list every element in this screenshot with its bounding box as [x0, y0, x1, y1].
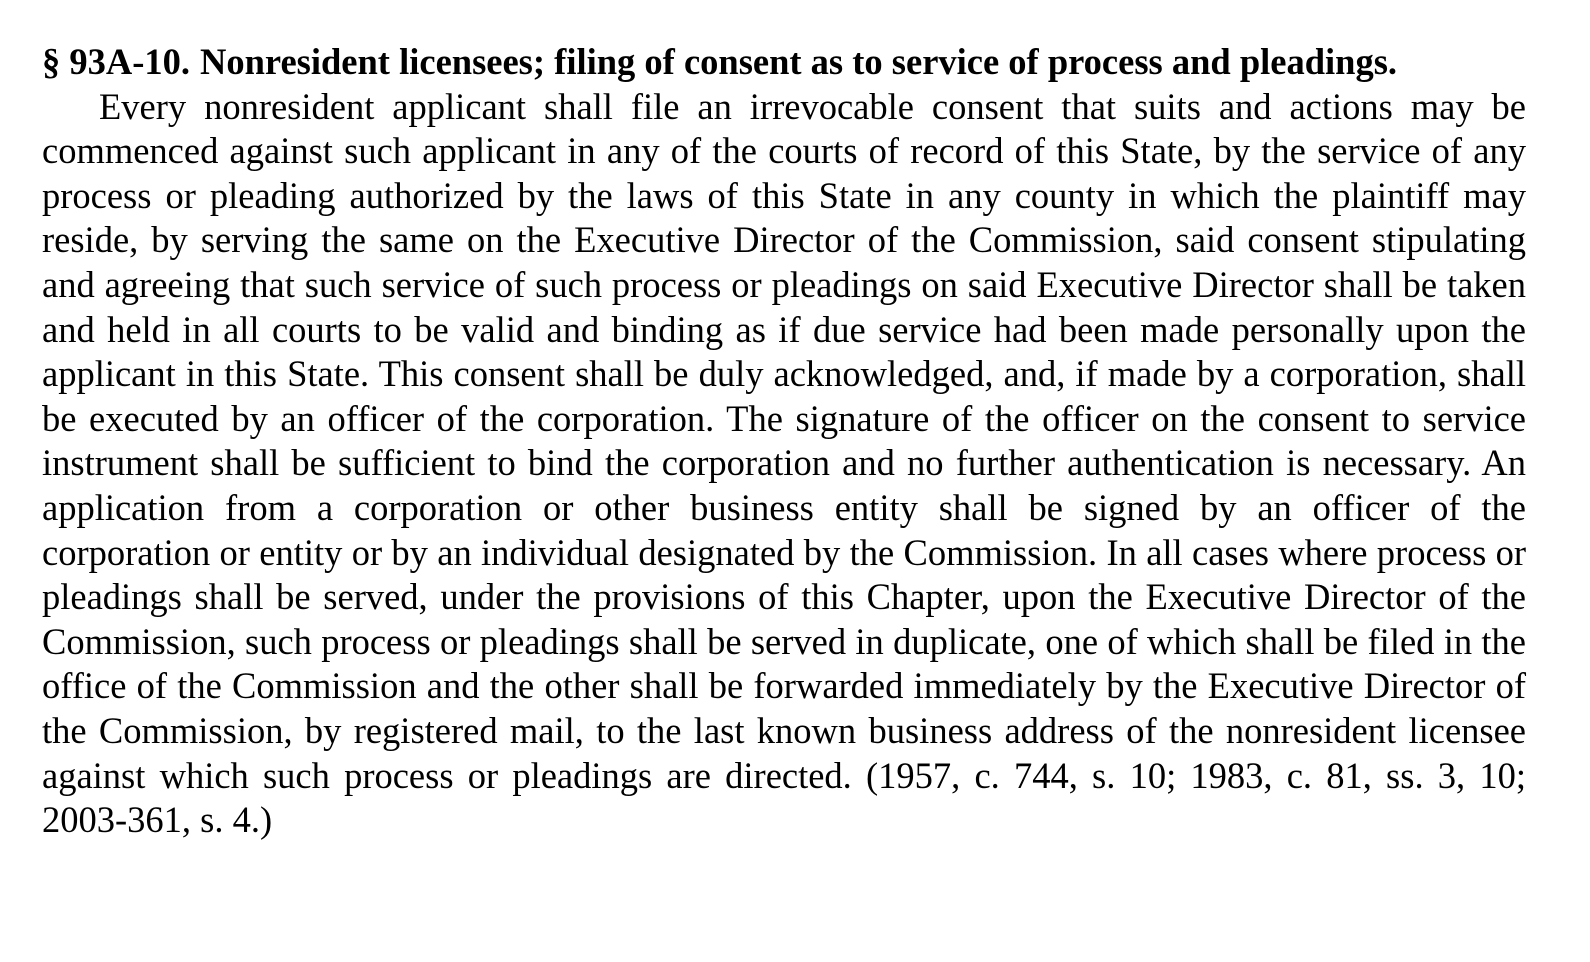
section-heading [42, 40, 1526, 85]
statute-document [42, 40, 1526, 843]
section-body: Every nonresident applicant shall file an irrevocable consent that suits and actions may be commenced against such applicant in any of the courts of record of this State, by the service of any process or pleading authorized by the laws of this State in any county in which the plaintiff may reside, by serving the same on the Executive Director of the Commission, said consent stipulating and agreeing that such service of such process or pleadings on said Executive Director shall be taken and held in all courts to be valid and binding as if due service had been made personally upon the applicant in this State. This consent shall be duly acknowledged, and, if made by a corporation, shall be executed by an officer of the corporation. The signature of the officer on the consent to service instrument shall be sufficient to bind the corporation and no further authentication is necessary. An application from a corporation or other business entity shall be signed by an officer of the corporation or entity or by an individual designated by the Commission. In all cases where process or pleadings shall be served, under the provisions of this Chapter, upon the Executive Director of the Commission, such process or pleadings shall be served in duplicate, one of which shall be filed in the office of the Commission and the other shall be forwarded immediately by the Executive Director of the Commission, by registered mail, to the last known business address of the nonresident licensee against which such process or pleadings are directed. (1957, c. 744, s. 10; 1983, c. 81, ss. 3, 10; 2003-361, s. 4.) [42, 85, 1526, 841]
section-title: Nonresident licensees; filing of consent as to service of process and pleadings. [200, 41, 1398, 82]
section-number: § 93A-10. [42, 41, 191, 82]
